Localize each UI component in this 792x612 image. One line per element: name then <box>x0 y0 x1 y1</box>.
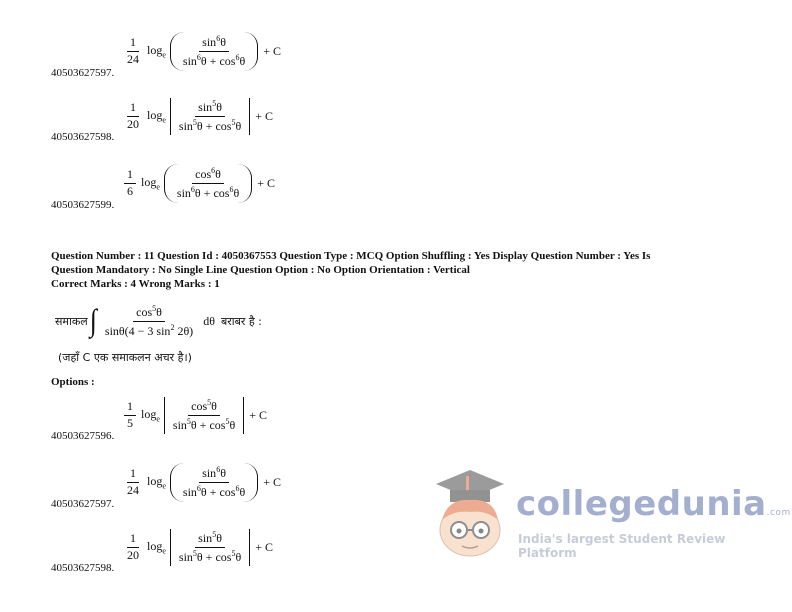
option-row <box>51 32 281 79</box>
log-label: $\log_e$ <box>147 474 166 491</box>
option-bracket <box>170 529 250 566</box>
log-label: $\log_e$ <box>147 539 166 556</box>
log-label: $\log_e$ <box>147 43 166 60</box>
option-coefficient: $\frac{1}{5}$ <box>124 400 136 431</box>
stem-dtheta: dθ <box>203 313 215 328</box>
option-fraction: $\frac{\sin^5\theta}{\sin^5\theta + \cos^5\theta}$ <box>178 99 242 133</box>
option-bracket <box>170 32 258 71</box>
option-expression <box>121 98 273 135</box>
option-expression <box>121 463 281 502</box>
option-bracket <box>170 463 258 502</box>
option-id: 40503627598. <box>51 561 115 574</box>
plus-c: + C <box>257 175 275 190</box>
watermark <box>428 462 791 572</box>
plus-c: + C <box>255 108 273 123</box>
plus-c: + C <box>263 43 281 58</box>
option-fraction: $\frac{\sin^6\theta}{\sin^6\theta + \cos^6\theta}$ <box>182 34 246 68</box>
log-label: $\log_e$ <box>141 175 160 192</box>
option-expression <box>121 164 275 203</box>
option-coefficient: $\frac{1}{6}$ <box>124 168 136 199</box>
option-id: 40503627599. <box>51 198 115 211</box>
option-fraction: $\frac{\sin^5\theta}{\sin^5\theta + \cos^5\theta}$ <box>178 530 242 564</box>
brand-name: collegedunia.com <box>516 484 791 524</box>
options-label: Options : <box>51 376 95 388</box>
plus-c: + C <box>263 474 281 489</box>
question-note: (जहाँ C एक समाकलन अचर है।) <box>58 351 192 364</box>
plus-c: + C <box>249 407 267 422</box>
stem-suffix: बराबर है : <box>220 314 262 328</box>
option-id: 40503627596. <box>51 429 115 442</box>
log-label: $\log_e$ <box>141 407 160 424</box>
option-row <box>51 397 267 442</box>
option-coefficient: $\frac{1}{20}$ <box>127 531 139 562</box>
option-row <box>51 98 273 143</box>
question-marks: Correct Marks : 4 Wrong Marks : 1 <box>51 278 220 290</box>
plus-c: + C <box>255 539 273 554</box>
option-id: 40503627597. <box>51 497 115 510</box>
option-expression <box>121 529 273 566</box>
option-id: 40503627598. <box>51 130 115 143</box>
question-stem <box>55 304 262 339</box>
option-row <box>51 529 273 574</box>
option-expression <box>121 32 281 71</box>
option-id: 40503627597. <box>51 66 115 79</box>
option-row <box>51 164 275 211</box>
option-bracket <box>164 164 252 203</box>
option-bracket <box>170 98 250 135</box>
option-row <box>51 463 281 510</box>
option-coefficient: $\frac{1}{24}$ <box>127 35 139 66</box>
log-label: $\log_e$ <box>147 108 166 125</box>
option-coefficient: $\frac{1}{20}$ <box>127 100 139 131</box>
question-header <box>51 249 751 291</box>
integral-sign: ∫ <box>89 303 97 339</box>
option-bracket <box>164 397 244 434</box>
option-coefficient: $\frac{1}{24}$ <box>127 466 139 497</box>
option-fraction: $\frac{\cos^5\theta}{\sin^5\theta + \cos^5\theta}$ <box>172 398 236 432</box>
brand-tagline: India's largest Student Review Platform <box>518 532 726 560</box>
option-fraction: $\frac{\sin^6\theta}{\sin^6\theta + \cos^6\theta}$ <box>182 465 246 499</box>
stem-prefix: समाकल <box>55 314 88 328</box>
stem-fraction: $\frac{\cos^5\theta}{\sin\theta(4 - 3 \sin^2 2\theta)}$ <box>104 304 194 338</box>
option-expression <box>121 397 267 434</box>
mascot-logo <box>428 462 513 562</box>
question-meta-line1: Question Number : 11 Question Id : 4050367553 Question Type : MCQ Option Shuffling : Yes Display Question Number : Yes Is <box>51 250 651 262</box>
option-fraction: $\frac{\cos^6\theta}{\sin^6\theta + \cos^6\theta}$ <box>176 166 240 200</box>
question-meta-line2: Question Mandatory : No Single Line Question Option : No Option Orientation : Vertical <box>51 264 470 276</box>
